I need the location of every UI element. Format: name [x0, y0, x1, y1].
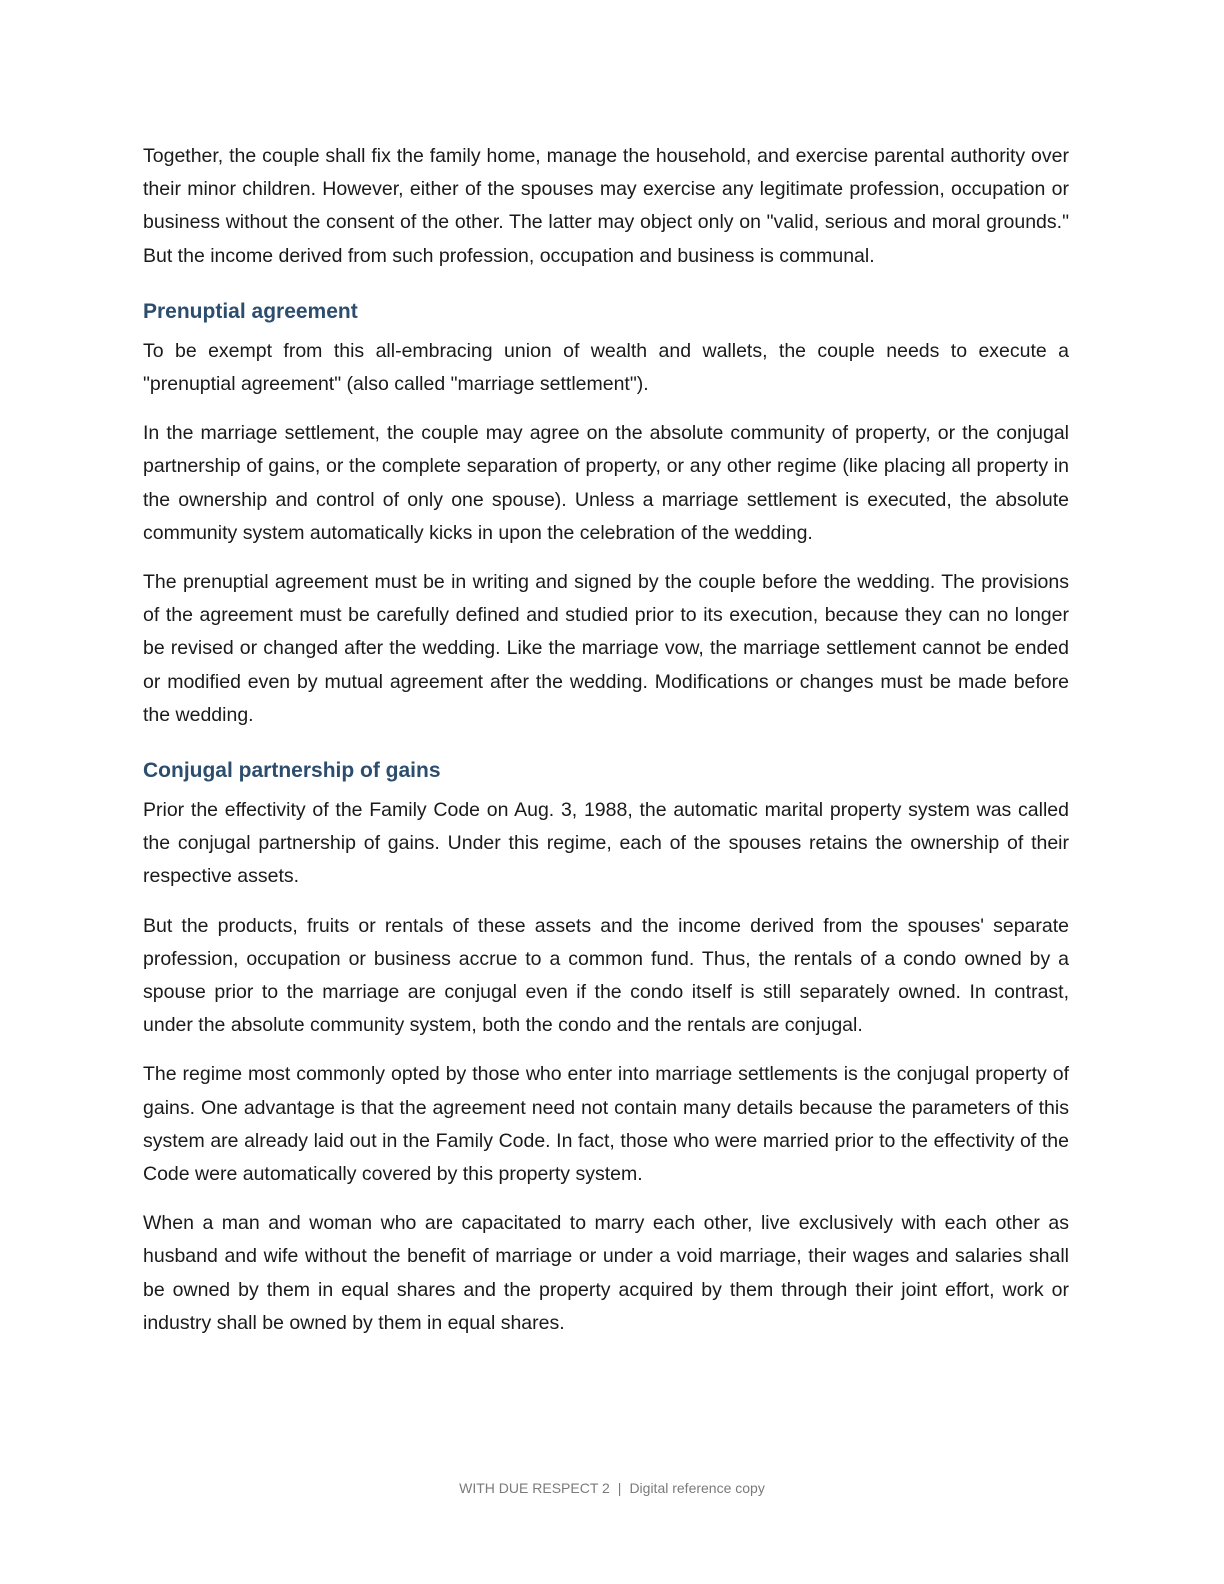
- body-paragraph: But the products, fruits or rentals of these assets and the income derived from the spouses' separate profession, occupation or business accrue to a common fund. Thus, the rentals of a condo owned by a spouse prior to the marriage are conjugal even if the condo itself is still separately owned. In contrast, under the absolute community system, both the condo and the rentals are conjugal.: [143, 914, 1069, 1037]
- body-paragraph: The regime most commonly opted by those who enter into marriage settlements is the conjugal property of gains. One advantage is that the agreement need not contain many details because the parameters of this system are already laid out in the Family Code. In fact, those who were married prior to the effectivity of the Code were automatically covered by this property system.: [143, 1063, 1069, 1186]
- body-paragraph: Together, the couple shall fix the family home, manage the household, and exercise parental authority over their minor children. However, either of the spouses may exercise any legitimate profession, occupation or business without the consent of the other. The latter may object only on "valid, serious and moral grounds." But the income derived from such profession, occupation and business is communal.: [143, 145, 1069, 267]
- body-paragraph: In the marriage settlement, the couple may agree on the absolute community of property, or the conjugal partnership of gains, or the complete separation of property, or any other regime (like placing all property in the ownership and control of only one spouse). Unless a marriage settlement is executed, the absolute community system automatically kicks in upon the celebration of the wedding.: [143, 422, 1069, 544]
- body-paragraph: To be exempt from this all-embracing union of wealth and wallets, the couple needs to execute a "prenuptial agreement" (also called "marriage settlement").: [143, 339, 1069, 396]
- section-heading-conjugal-partnership: Conjugal partnership of gains: [143, 759, 441, 783]
- section-heading-prenuptial-agreement: Prenuptial agreement: [143, 299, 358, 323]
- footer-title: WITH DUE RESPECT 2: [459, 1480, 610, 1496]
- footer-separator: |: [617, 1480, 622, 1496]
- page-footer: [0, 1478, 1224, 1498]
- body-paragraph: The prenuptial agreement must be in writing and signed by the couple before the wedding. The provisions of the agreement must be carefully defined and studied prior to its execution, because they can no longer be revised or changed after the wedding. Like the marriage vow, the marriage settlement cannot be ended or modified even by mutual agreement after the wedding. Modifications or changes must be made before the wedding.: [143, 571, 1069, 726]
- body-paragraph: Prior the effectivity of the Family Code on Aug. 3, 1988, the automatic marital property system was called the conjugal partnership of gains. Under this regime, each of the spouses retains the ownership of their respective assets.: [143, 799, 1069, 888]
- document-body: [143, 140, 1069, 1356]
- footer-note: Digital reference copy: [629, 1480, 765, 1496]
- body-paragraph: When a man and woman who are capacitated to marry each other, live exclusively with each other as husband and wife without the benefit of marriage or under a void marriage, their wages and salaries shall be owned by them in equal shares and the property acquired by them through their joint effort, work or industry shall be owned by them in equal shares.: [143, 1212, 1069, 1334]
